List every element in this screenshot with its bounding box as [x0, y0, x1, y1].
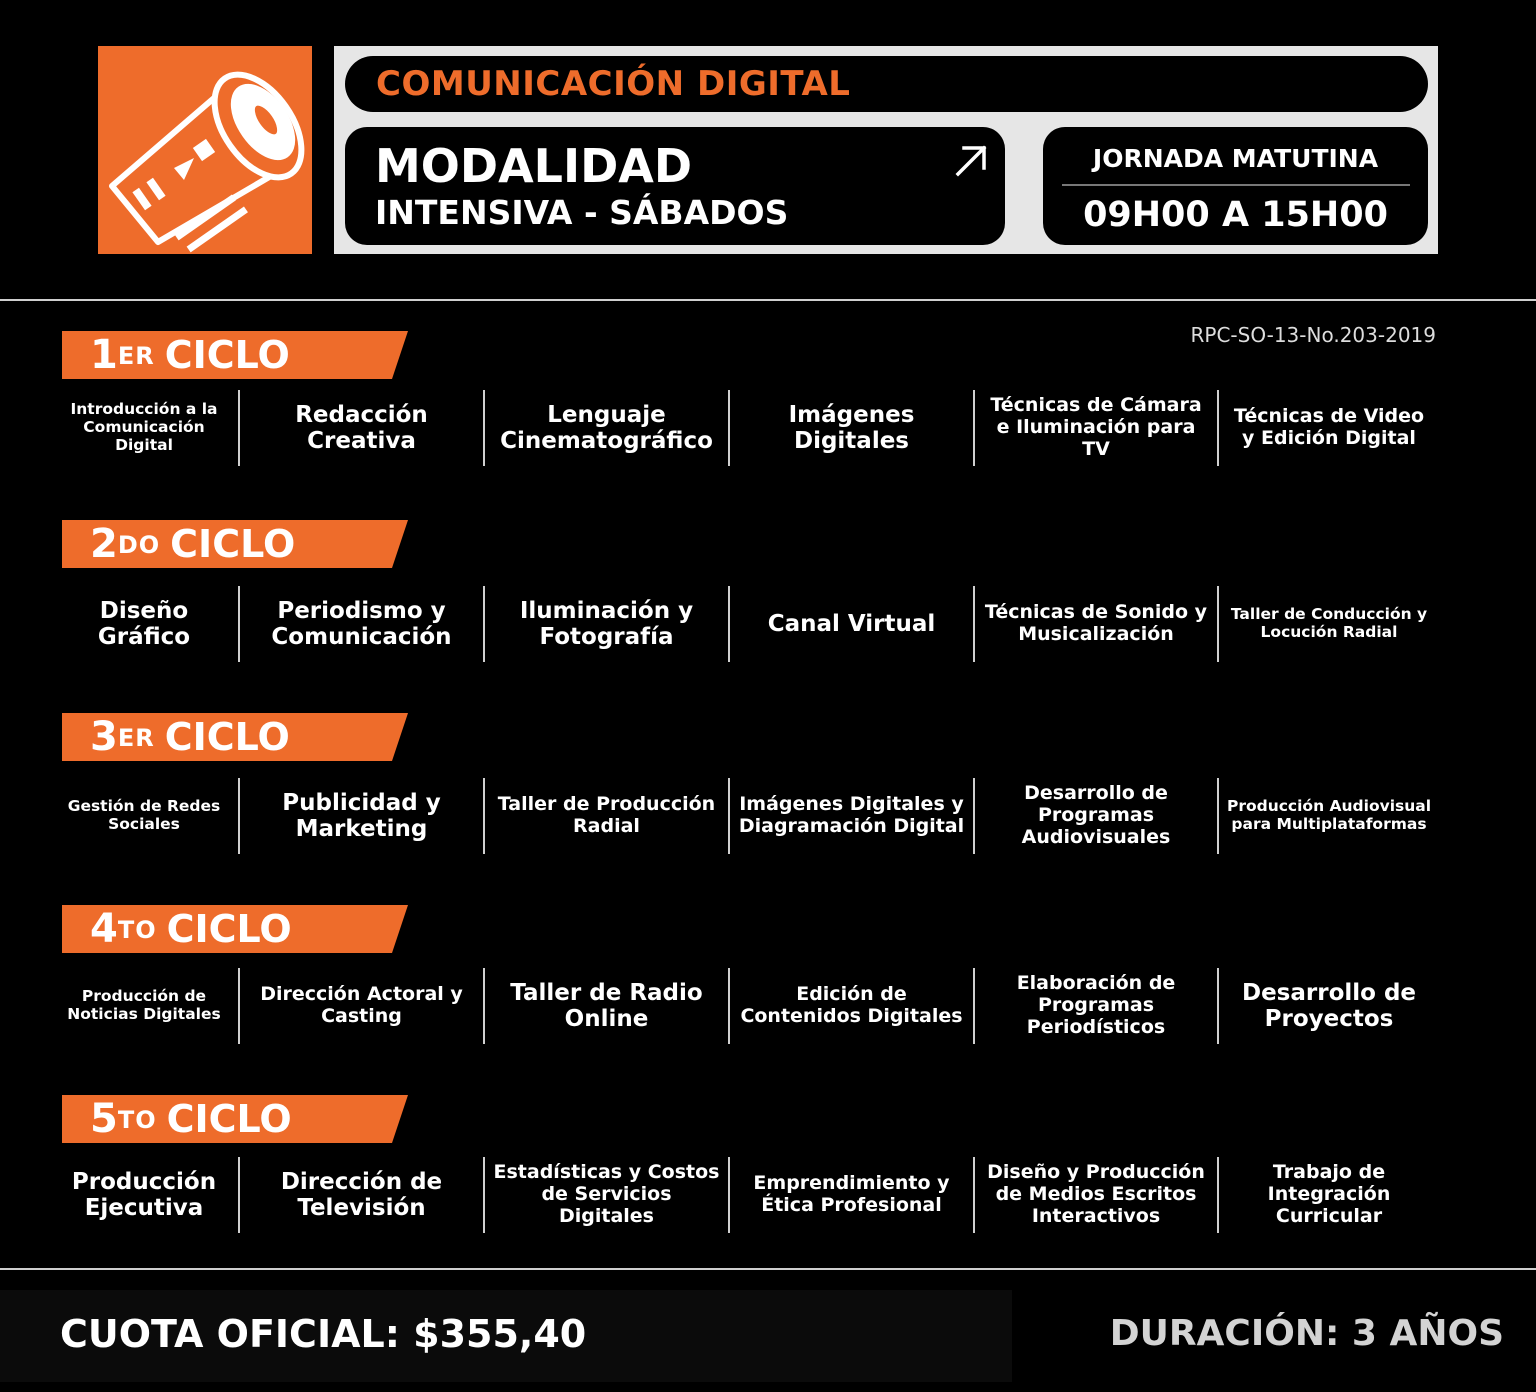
megaphone-logo: [98, 46, 312, 254]
cycle-badge: [62, 520, 408, 568]
subject-item: Producción Audiovisual para Multiplataformas: [1226, 797, 1432, 833]
subject-item: Introducción a la Comunicación Digital: [50, 390, 240, 466]
cycle-ordinal-suffix: TO: [117, 916, 157, 944]
jornada-divider: [1062, 184, 1410, 186]
cycle-word: CICLO: [164, 333, 290, 377]
divider-bottom: [0, 1268, 1536, 1270]
cycle-ordinal-suffix: TO: [117, 1106, 157, 1134]
subject-item: Producción Ejecutiva: [50, 1157, 240, 1233]
subject-item: Gestión de Redes Sociales: [50, 778, 240, 854]
subject-item: Estadísticas y Costos de Servicios Digitales: [485, 1157, 730, 1233]
cycle-label: [90, 713, 290, 761]
modalidad-label: MODALIDAD: [375, 139, 693, 193]
cycle-badge: [62, 1095, 408, 1143]
subject-item: Lenguaje Cinematográfico: [485, 390, 730, 466]
cycle-number: 2: [90, 521, 118, 567]
cycle-subjects-row: [50, 778, 1450, 854]
cycle-number: 5: [90, 1096, 118, 1142]
cycle-word: CICLO: [166, 1097, 292, 1141]
subject-item: Taller de Conducción y Locución Radial: [1230, 605, 1428, 641]
cycle-ordinal-suffix: ER: [117, 342, 155, 370]
megaphone-icon: [98, 46, 312, 254]
cycle-number: 1: [90, 332, 118, 378]
cycle-ordinal-suffix: ER: [117, 724, 155, 752]
subject-item: Emprendimiento y Ética Profesional: [730, 1157, 975, 1233]
cycle-number: 3: [90, 714, 118, 760]
subject-item: Imágenes Digitales y Diagramación Digital: [730, 778, 975, 854]
cycle-word: CICLO: [166, 907, 292, 951]
subject-item: Técnicas de Video y Edición Digital: [1233, 405, 1425, 449]
cycle-word: CICLO: [164, 715, 290, 759]
divider-top: [0, 299, 1536, 301]
jornada-hours: 09H00 A 15H00: [1083, 195, 1388, 235]
cycle-number: 4: [90, 906, 118, 952]
cycle-label: [90, 1095, 292, 1143]
jornada-label: JORNADA MATUTINA: [1092, 144, 1379, 173]
subject-item: Trabajo de Integración Curricular: [1267, 1161, 1391, 1227]
cycle-label: [90, 905, 292, 953]
subject-item: Dirección de Televisión: [240, 1157, 485, 1233]
cycle-word: CICLO: [170, 522, 296, 566]
subject-item: Periodismo y Comunicación: [240, 586, 485, 662]
rpc-code: RPC-SO-13-No.203-2019: [1190, 323, 1436, 347]
cycle-label: [90, 331, 290, 379]
subject-item: Elaboración de Programas Periodísticos: [975, 968, 1219, 1044]
cycle-subjects-row: [50, 968, 1450, 1044]
subject-item: Desarrollo de Proyectos: [1241, 979, 1417, 1032]
subject-item: Diseño y Producción de Medios Escritos Interactivos: [975, 1157, 1219, 1233]
cycle-badge: [62, 331, 408, 379]
cycle-ordinal-suffix: DO: [117, 531, 161, 559]
subject-item: Producción de Noticias Digitales: [50, 968, 240, 1044]
duracion: DURACIÓN: 3 AÑOS: [1109, 1313, 1504, 1354]
arrow-up-right-icon: [952, 142, 990, 180]
subject-item: Taller de Producción Radial: [485, 778, 730, 854]
cycle-subjects-row: [50, 390, 1450, 466]
subject-item: Desarrollo de Programas Audiovisuales: [975, 778, 1219, 854]
cycle-label: [90, 520, 295, 568]
cycle-badge: [62, 905, 408, 953]
cycle-badge: [62, 713, 408, 761]
subject-item: Imágenes Digitales: [730, 390, 975, 466]
subject-item: Técnicas de Sonido y Musicalización: [975, 586, 1219, 662]
cuota-oficial: CUOTA OFICIAL: $355,40: [60, 1312, 587, 1356]
subject-item: Canal Virtual: [730, 586, 975, 662]
program-title: COMUNICACIÓN DIGITAL: [376, 64, 851, 104]
modalidad-value: INTENSIVA - SÁBADOS: [375, 193, 789, 232]
subject-item: Técnicas de Cámara e Iluminación para TV: [975, 390, 1219, 466]
subject-item: Redacción Creativa: [240, 390, 485, 466]
subject-item: Edición de Contenidos Digitales: [730, 968, 975, 1044]
subject-item: Iluminación y Fotografía: [485, 586, 730, 662]
cycle-subjects-row: [50, 586, 1450, 662]
subject-item: Taller de Radio Online: [485, 968, 730, 1044]
subject-item: Diseño Gráfico: [50, 586, 240, 662]
cycle-subjects-row: [50, 1157, 1450, 1233]
subject-item: Publicidad y Marketing: [240, 778, 485, 854]
subject-item: Dirección Actoral y Casting: [240, 968, 485, 1044]
